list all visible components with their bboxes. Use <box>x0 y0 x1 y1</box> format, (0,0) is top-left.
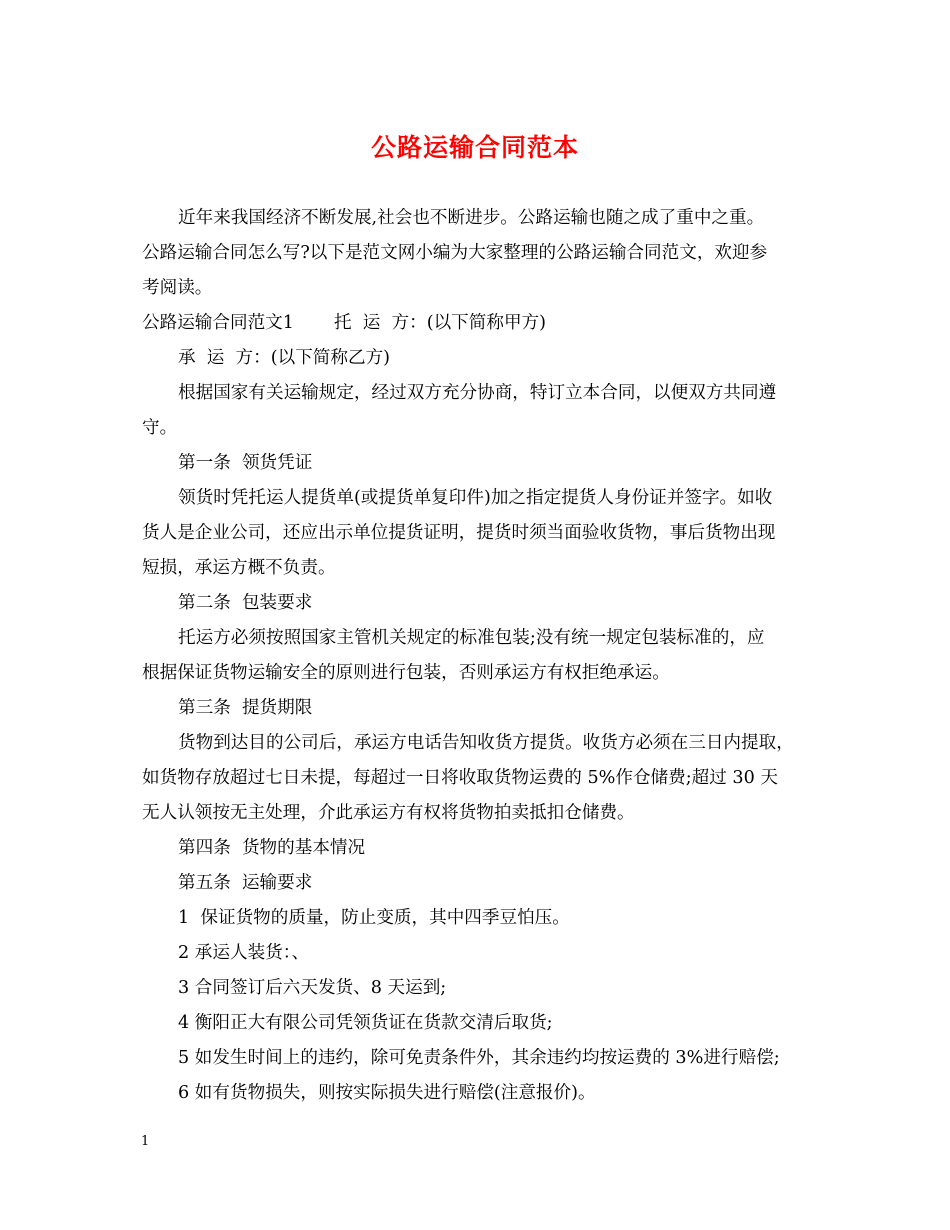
article-3-line-2: 如货物存放超过七日未提，每超过一日将收取货物运费的 5%作仓储费;超过 30 天 <box>142 768 779 788</box>
article-5-item-2: 2 承运人装货：、 <box>178 943 310 963</box>
party-b: 承 运 方：(以下简称乙方) <box>178 348 391 368</box>
article-5-item-6: 6 如有货物损失，则按实际损失进行赔偿(注意报价)。 <box>178 1083 596 1103</box>
article-3-line-1: 货物到达目的公司后，承运方电话告知收货方提货。收货方必须在三日内提取， <box>178 733 794 753</box>
article-1-line-1: 领货时凭托运人提货单(或提货单复印件)加之指定提货人身份证并签字。如收 <box>178 488 773 508</box>
article-1-line-2: 货人是企业公司，还应出示单位提货证明，提货时须当面验收货物，事后货物出现 <box>142 523 776 543</box>
article-3-heading: 第三条 提货期限 <box>178 698 313 718</box>
intro-line-1: 近年来我国经济不断发展,社会也不断进步。公路运输也随之成了重中之重。 <box>178 208 765 228</box>
article-5-heading: 第五条 运输要求 <box>178 873 313 893</box>
party-a: 托 运 方：(以下简称甲方) <box>333 313 546 333</box>
article-5-item-5: 5 如发生时间上的违约，除可免责条件外，其余违约均按运费的 3%进行赔偿; <box>178 1048 780 1068</box>
article-2-line-2: 根据保证货物运输安全的原则进行包装，否则承运方有权拒绝承运。 <box>142 663 670 683</box>
document-title: 公路运输合同范本 <box>370 133 579 162</box>
page-number: 1 <box>141 1134 150 1149</box>
document-body <box>142 201 812 1111</box>
article-5-item-4: 4 衡阳正大有限公司凭领货证在货款交清后取货; <box>178 1013 553 1033</box>
article-4-heading: 第四条 货物的基本情况 <box>178 838 366 858</box>
preamble-line-2: 守。 <box>142 418 178 438</box>
preamble-line-1: 根据国家有关运输规定，经过双方充分协商，特订立本合同，以便双方共同遵 <box>178 383 777 403</box>
article-5-item-1: 1 保证货物的质量，防止变质，其中四季豆怕压。 <box>178 908 570 928</box>
sample-heading-line <box>142 306 812 341</box>
article-1-line-3: 短损，承运方概不负责。 <box>142 558 336 578</box>
article-3-line-3: 无人认领按无主处理，介此承运方有权将货物拍卖抵扣仓储费。 <box>142 803 635 823</box>
article-2-heading: 第二条 包装要求 <box>178 593 313 613</box>
intro-line-3: 考阅读。 <box>142 278 213 298</box>
article-1-heading: 第一条 领货凭证 <box>178 453 313 473</box>
sample-label: 公路运输合同范文1 <box>142 313 294 333</box>
intro-line-2: 公路运输合同怎么写?以下是范文网小编为大家整理的公路运输合同范文，欢迎参 <box>142 243 768 263</box>
article-5-item-3: 3 合同签订后六天发货、8 天运到; <box>178 978 447 998</box>
article-2-line-1: 托运方必须按照国家主管机关规定的标准包装;没有统一规定包装标准的，应 <box>178 628 765 648</box>
